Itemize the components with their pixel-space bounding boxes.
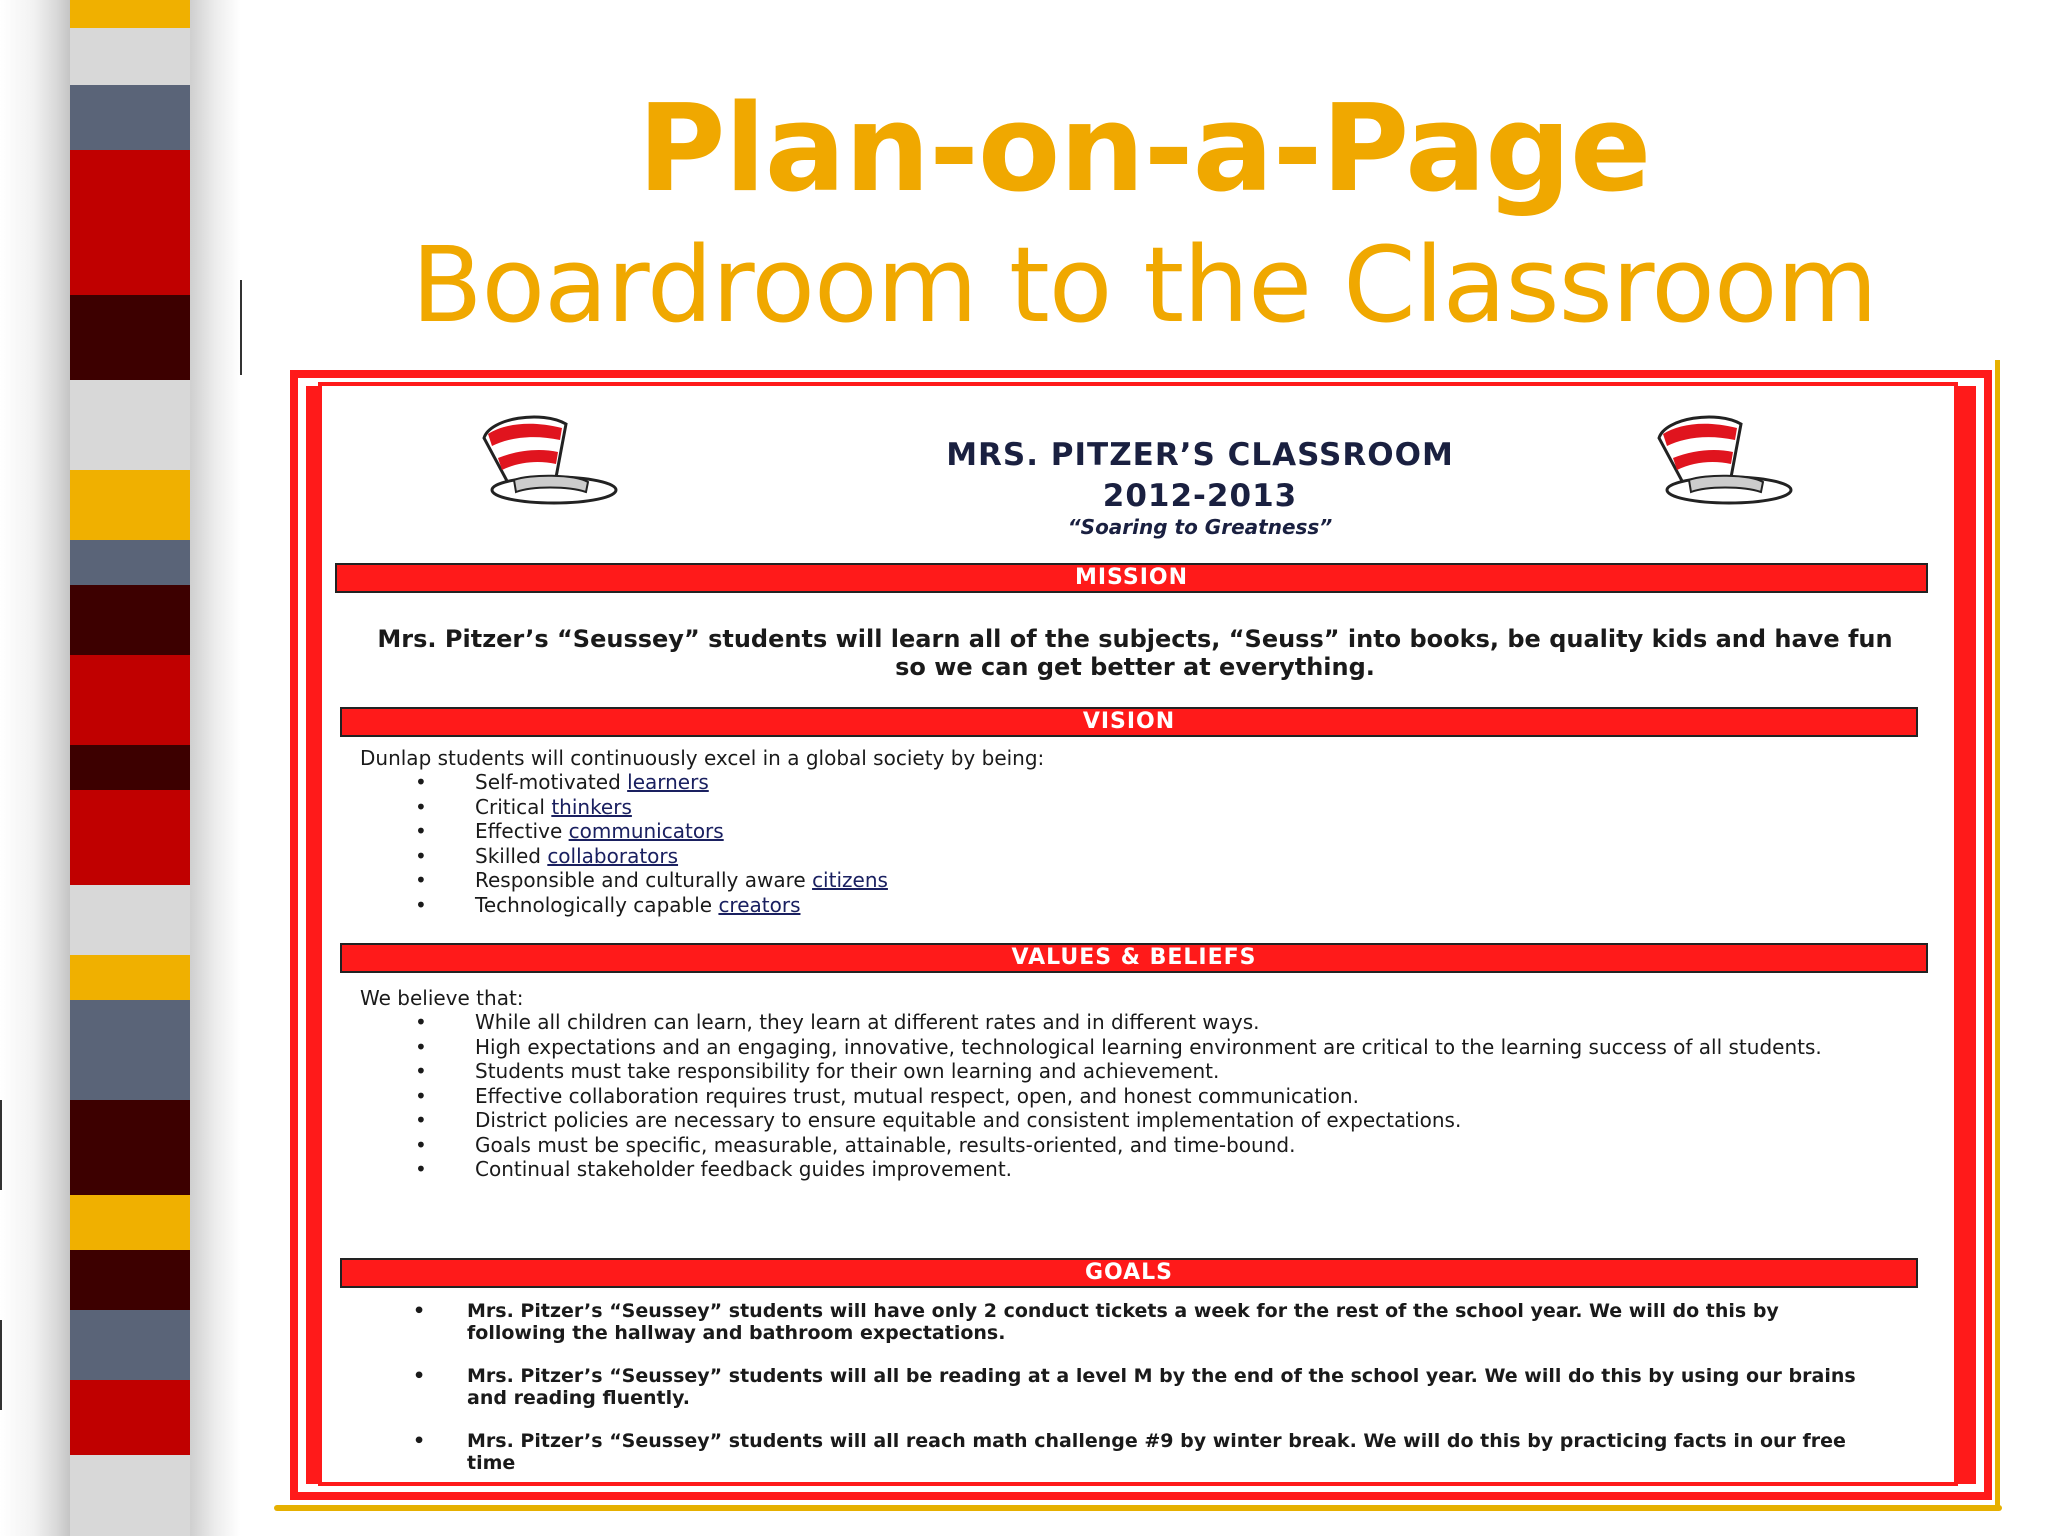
bullet-icon: • — [415, 1034, 427, 1059]
slide-title: Plan-on-a-Page — [637, 80, 1651, 219]
bullet-icon: • — [413, 1300, 426, 1322]
mission-header: MISSION — [335, 563, 1928, 593]
stripe-band — [70, 1250, 190, 1310]
list-item-text: Goals must be specific, measurable, attainable, results-oriented, and time-bound. — [475, 1132, 1296, 1157]
stripe-band — [70, 295, 190, 380]
list-item-text: Responsible and culturally aware — [475, 868, 813, 893]
stripe-band — [70, 1310, 190, 1380]
list-item-text: District policies are necessary to ensure equitable and consistent implementation of expectations. — [475, 1108, 1462, 1132]
goals-list — [365, 1300, 1865, 1495]
list-item-text: Mrs. Pitzer’s “Seussey” students will all be reading at a level M by the end of the school year. We will do this by using our brains and reading fluently. — [467, 1365, 1856, 1409]
stripe-band — [70, 585, 190, 655]
classroom-name: MRS. PITZER’S CLASSROOM — [946, 437, 1454, 473]
list-item-text: Effective collaboration requires trust, mutual respect, open, and honest communication. — [475, 1083, 1359, 1108]
stripe-band — [70, 1455, 190, 1536]
stripe-band — [70, 1195, 190, 1250]
stripe-band — [70, 1380, 190, 1455]
left-shadow — [0, 0, 75, 1536]
bullet-icon: • — [415, 892, 427, 917]
list-item — [365, 1365, 1865, 1409]
stripe-band — [70, 655, 190, 745]
list-item-text: Self-motivated — [475, 770, 628, 794]
stripe-band — [70, 470, 190, 540]
goals-header: GOALS — [340, 1258, 1918, 1288]
classroom-motto: “Soaring to Greatness” — [1067, 515, 1333, 539]
bullet-icon: • — [415, 843, 427, 868]
bullet-icon: • — [415, 770, 427, 794]
stripe-band — [70, 85, 190, 150]
decorative-stripes — [70, 0, 190, 1536]
list-item — [365, 1011, 1905, 1034]
list-item — [365, 1158, 1905, 1181]
list-item — [365, 1036, 1905, 1059]
bullet-icon: • — [415, 1010, 427, 1034]
stripe-band — [70, 0, 190, 28]
list-item-text: High expectations and an engaging, innovative, technological learning environment are critical to the learning success of all students. — [475, 1034, 1822, 1059]
values-list — [365, 1011, 1905, 1183]
stripe-band — [70, 1000, 190, 1100]
divider-tick — [0, 1320, 2, 1410]
values-intro: We believe that: — [360, 986, 524, 1010]
list-item — [365, 795, 1865, 820]
stripe-band — [70, 540, 190, 585]
stripe-band — [70, 1100, 190, 1195]
list-item — [365, 1134, 1905, 1157]
list-item-text: Skilled — [475, 843, 548, 868]
stripe-band — [70, 955, 190, 1000]
bullet-icon: • — [415, 1108, 427, 1132]
bullet-icon: • — [415, 794, 427, 819]
cat-hat-icon-left — [470, 410, 650, 510]
list-item-link[interactable]: creators — [718, 892, 801, 917]
vision-list — [365, 770, 1865, 918]
list-item-text: Mrs. Pitzer’s “Seussey” students will have only 2 conduct tickets a week for the rest of the school year. We will do this by following the hallway and bathroom expectations. — [467, 1300, 1779, 1344]
list-item-link[interactable]: collaborators — [547, 843, 679, 868]
list-item-text: Continual stakeholder feedback guides improvement. — [475, 1157, 1013, 1181]
stripe-band — [70, 380, 190, 470]
list-item — [365, 1430, 1865, 1474]
list-item — [365, 1060, 1905, 1083]
vision-intro: Dunlap students will continuously excel in a global society by being: — [360, 746, 1045, 770]
mission-statement: Mrs. Pitzer’s “Seussey” students will learn all of the subjects, “Seuss” into books, be quality kids and have fun so we can get better at everything. — [377, 625, 1893, 681]
stripe-shadow — [190, 0, 240, 1536]
list-item — [365, 1085, 1905, 1108]
list-item-text: Students must take responsibility for their own learning and achievement. — [475, 1059, 1220, 1083]
list-item — [365, 819, 1865, 844]
vision-header: VISION — [340, 707, 1918, 737]
list-item-text: Critical — [475, 794, 552, 819]
list-item — [365, 1109, 1905, 1132]
divider-tick — [0, 1100, 2, 1190]
list-item-text: Mrs. Pitzer’s “Seussey” students will all reach math challenge #9 by winter break. We will do this by practicing facts in our free time — [467, 1430, 1846, 1474]
document-shadow — [274, 1505, 2002, 1511]
bullet-icon: • — [415, 1157, 427, 1181]
stripe-band — [70, 885, 190, 955]
list-item — [365, 1300, 1865, 1344]
list-item — [365, 844, 1865, 869]
bullet-icon: • — [415, 1083, 427, 1108]
bullet-icon: • — [413, 1365, 426, 1387]
stripe-band — [70, 790, 190, 885]
list-item-link[interactable]: learners — [627, 770, 709, 794]
document-shadow-right — [1995, 360, 2000, 1510]
list-item — [365, 893, 1865, 918]
stripe-band — [70, 150, 190, 295]
values-header: VALUES & BELIEFS — [340, 943, 1928, 973]
bullet-icon: • — [415, 868, 427, 893]
stripe-band — [70, 28, 190, 85]
list-item-text: While all children can learn, they learn at different rates and in different ways. — [475, 1010, 1260, 1034]
list-item-link[interactable]: thinkers — [551, 794, 632, 819]
list-item — [365, 770, 1865, 795]
list-item — [365, 868, 1865, 893]
stripe-band — [70, 745, 190, 790]
slide-subtitle: Boardroom to the Classroom — [411, 224, 1877, 346]
list-item-link[interactable]: citizens — [812, 868, 888, 893]
bullet-icon: • — [413, 1430, 426, 1452]
list-item-link[interactable]: communicators — [568, 819, 724, 844]
bullet-icon: • — [415, 1059, 427, 1083]
list-item-text: Effective — [475, 819, 569, 844]
bullet-icon: • — [415, 1132, 427, 1157]
bullet-icon: • — [415, 819, 427, 844]
school-year: 2012-2013 — [1102, 478, 1298, 514]
list-item-text: Technologically capable — [475, 892, 719, 917]
